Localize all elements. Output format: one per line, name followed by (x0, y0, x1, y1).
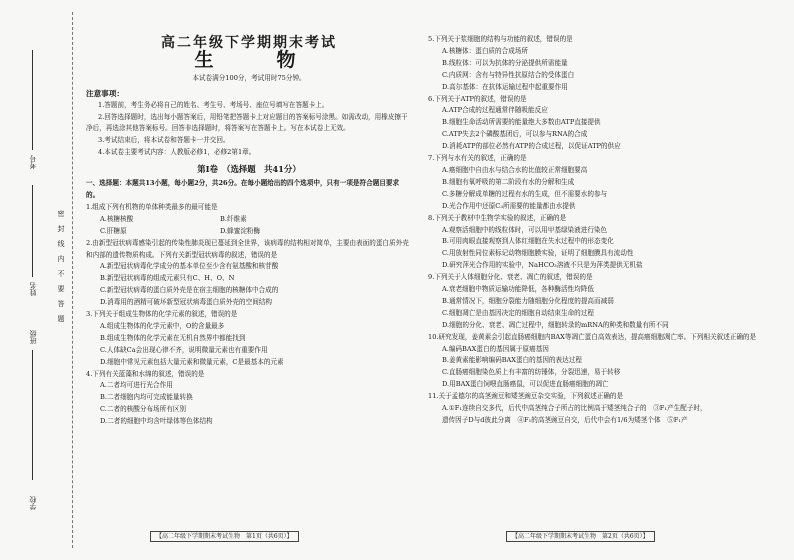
answer-option: C.内质网：含有与特异性抗原结合的受体蛋白 (442, 70, 575, 79)
left-column (86, 34, 412, 428)
exam-meta: 本试卷满分100分，考试用时75分钟。 (192, 73, 306, 82)
answer-option: C.用放射性同位素标记动物细胞膜实验，证明了细胞膜具有流动性 (442, 249, 634, 258)
notice-item: 4.本试卷主要考试内容：人教版必修1，必修2第1章。 (98, 148, 256, 157)
answer-option: B.姜黄素能影响编码BAX蛋白的基因的表达过程 (442, 356, 582, 365)
answer-option: D.细胞的分化、衰老、凋亡过程中，细胞转录的mRNA的种类和数量有所不同 (442, 320, 669, 329)
notice-item: 1.答题前，考生务必将自己的姓名、考生号、考场号、座位号填写在答题卡上。 (98, 100, 329, 109)
answer-option: A.①F₁连续自交多代，后代中高茎纯合子所占的比例高于矮茎纯合子的 ③F₁产生配子时， (442, 404, 707, 413)
notice-item: 3.考试结束后，将本试卷和答题卡一并交回。 (98, 136, 230, 145)
notice-item: 2.回答选择题时，选出每小题答案后，用铅笔把答题卡上对应题目的答案标号涂黑。如需改动，用橡皮擦干净后，再选涂其他答案标号。回答非选择题时，将答案写在答题卡上。写在本试卷上无效。 (86, 112, 408, 133)
answer-option: A.衰老细胞中物质运输功能降低，各种酶活性均降低 (442, 285, 594, 294)
answer-option: A.核糖核酸 (100, 214, 134, 223)
question-stem: 8.下列关于教材中生物学实验的叙述，正确的是 (428, 213, 567, 222)
answer-option: B.细胞有氧呼吸的第二阶段有水的分解和生成 (442, 177, 575, 186)
answer-option: 遗传因子D与d彼此分离 ④F₁的高茎豌豆自交，后代中会有1/6为矮茎个体 ⑤F₁产 (442, 416, 688, 424)
answer-option: D.消毒用的酒精可破坏新型冠状病毒蛋白质外壳的空间结构 (100, 298, 272, 307)
answer-option: B.组成生物体的化学元素在无机自然界中都能找到 (100, 333, 246, 342)
question-stem: 10.研究发现，姜黄素会引起直肠癌细胞内BAX等凋亡蛋白高效表达，提高癌细胞凋亡率。下列相关叙述正确的是 (428, 332, 757, 341)
answer-option: B.通常情况下，细胞分裂能力随细胞分化程度的提高而减弱 (442, 296, 614, 305)
question-stem: 5.下列关于浆细胞的结构与功能的叙述，错误的是 (428, 35, 573, 43)
answer-option: B.新型冠状病毒的组成元素只有C、H、O、N (100, 274, 235, 283)
right-question-list (428, 34, 783, 427)
question-stem: 7.下列与水有关的叙述，正确的是 (428, 154, 527, 163)
answer-option: C.人体缺Ca会出现心律不齐，说明微量元素也有重要作用 (100, 345, 268, 354)
answer-option: D.用BAX蛋白饲喂直肠癌鼠，可以促进直肠癌细胞的凋亡 (442, 380, 609, 389)
class-label: 班级 (29, 330, 37, 344)
answer-option: D.细胞中常见元素包括大量元素和微量元素，C是最基本的元素 (100, 357, 284, 366)
notice-heading: 注意事项： (86, 88, 124, 98)
exam-no-label: 考号 (29, 155, 37, 169)
subject-title: 生 物 (194, 48, 318, 71)
seal-warning: 密封线内不要答题 (57, 210, 65, 330)
answer-option: C.多糖分解成单糖的过程有水的生成，但不需要水的参与 (442, 189, 608, 198)
answer-option: C.细胞凋亡是由基因决定的细胞自动结束生命的过程 (442, 308, 594, 317)
answer-option: C.肝糖原 (100, 226, 127, 235)
left-question-list (86, 202, 412, 428)
answer-option: C.直肠癌细胞染色质上有丰富的纺锤体，分裂迅速，易于转移 (442, 368, 621, 377)
answer-option: D.消耗ATP的部位必然有ATP的合成过程，以促证ATP的供应 (442, 142, 621, 151)
answer-option: A.编码BAX蛋白的基因属于原癌基因 (442, 344, 549, 353)
name-line (32, 185, 33, 277)
answer-option: C.新型冠状病毒的蛋白质外壳是在宿主细胞的核糖体中合成的 (100, 286, 279, 295)
question-stem: 11.关于孟德尔的高茎豌豆和矮茎豌豆杂交实验，下列叙述正确的是 (428, 392, 624, 401)
answer-option: B.可用肉眼直接观察到人体红细胞在失水过程中的形态变化 (442, 237, 614, 246)
answer-option: D.研究萍光合作用的实验中，NaHCO₃溶液不只是为萍类提供无机盐 (442, 261, 643, 270)
section-intro: 一、选择题：本题共13小题，每小题2分，共26分。在每小题给出的四个选项中，只有一项是符合题目要求的。 (86, 179, 400, 199)
answer-option: D.蜂蜜淀粉酶 (220, 226, 261, 235)
answer-option: A.ATP合成的过程通常伴随吸能反应 (442, 106, 548, 115)
question-stem: 6.下列关于ATP的叙述，错误的是 (428, 94, 527, 103)
answer-option: A.观察活细胞中的线粒体时，可以用甲基绿染液进行染色 (442, 225, 608, 234)
option-row (100, 214, 412, 226)
right-column (428, 34, 783, 427)
answer-option: C.ATP失去2个磷酸基团后，可以参与RNA的合成 (442, 130, 588, 139)
name-label: 姓名 (29, 282, 37, 296)
answer-option: B.纤维素 (220, 214, 247, 223)
answer-option: A.新型冠状病毒化学成分的基本单位至少含有氨基酸和核苷酸 (100, 262, 279, 271)
question-stem: 1.组成下列有机物的单体种类最多的最可能是 (86, 202, 218, 211)
answer-option: B.线粒体：可以为抗体的分泌提供所需能量 (442, 58, 568, 67)
page-footer-1: 【高二年级下学期期末考试生物 第1页（共6页）】 (150, 531, 299, 542)
answer-option: C.二者的核酸分布场所有区别 (100, 405, 187, 414)
binding-margin (0, 0, 80, 560)
exam-title: 高二年级下学期期末考试 (161, 35, 337, 51)
answer-option: A.组成生物体的化学元素中，O的含量最多 (100, 321, 225, 330)
section-title: 第Ⅰ卷 （选择题 共41分） (197, 164, 301, 175)
seal-dashed-line (72, 12, 73, 548)
answer-option: B.细胞生命活动所需要的能量绝大多数由ATP直接提供 (442, 118, 601, 127)
class-line (32, 350, 33, 480)
answer-option: B.二者细胞内均可完成能量转换 (100, 393, 193, 402)
question-stem: 9.下列关于人体细胞分化、衰老、凋亡的叙述，错误的是 (428, 273, 593, 282)
exam-no-line (32, 50, 33, 150)
page-footer-2: 【高二年级下学期期末考试生物 第2页（共6页）】 (506, 531, 655, 542)
answer-option: A.癌细胞中自由水与结合水的比值较正常细胞要高 (442, 165, 588, 174)
question-stem: 2.由新型冠状病毒感染引起的传染性肺炎现已蔓延到全世界，该病毒的结构相对简单，主要由表面的蛋白质外壳和内部的遗传物质构成。下列有关新型冠状病毒的叙述，错误的是 (86, 238, 409, 259)
school-label: 学校 (29, 496, 37, 510)
question-stem: 3.下列关于组成生物体的化学元素的叙述，错误的是 (86, 310, 238, 319)
answer-option: D.二者的细胞中均含叶绿体等色体结构 (100, 417, 213, 426)
answer-option: A.核糖体：蛋白质的合成场所 (442, 46, 528, 55)
answer-option: A.二者均可进行光合作用 (100, 381, 173, 390)
answer-option: D.光合作用中还原C₃所需要的能量都由水提供 (442, 201, 576, 210)
question-stem: 4.下列有关蓝藻和水绵的叙述，错误的是 (86, 369, 205, 378)
option-row (100, 226, 412, 238)
answer-option: D.高尔基体：在抗体运输过程中起重要作用 (442, 82, 568, 91)
